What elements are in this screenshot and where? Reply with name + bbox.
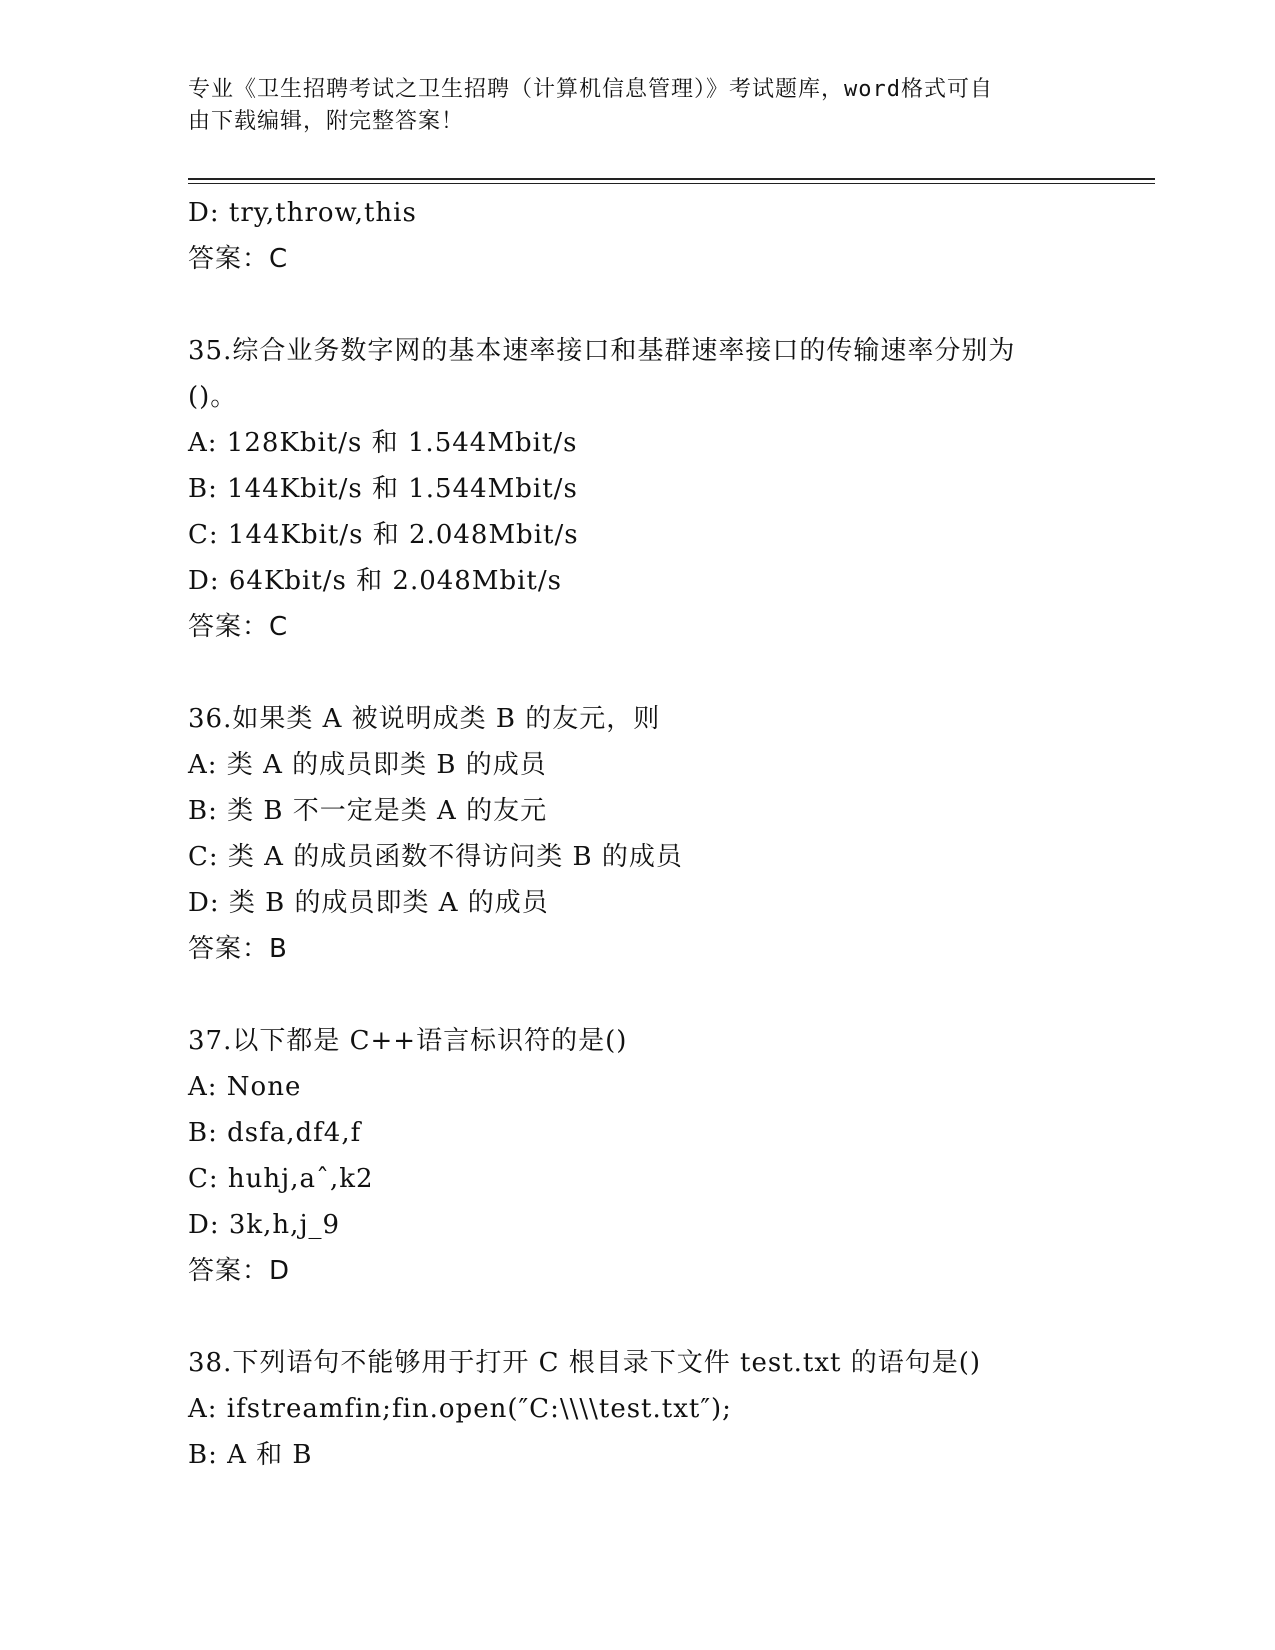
prev-answer: 答案：C bbox=[188, 244, 289, 274]
spacer bbox=[188, 650, 1088, 696]
question-38 bbox=[188, 1340, 1088, 1478]
option-b: B: 类 B 不一定是类 A 的友元 bbox=[188, 796, 548, 826]
header-line-1: 专业《卫生招聘考试之卫生招聘（计算机信息管理）》考试题库，word格式可自 bbox=[188, 77, 993, 102]
option-b: B: dsfa,df4,f bbox=[188, 1118, 362, 1148]
answer: 答案：D bbox=[188, 1256, 291, 1286]
option-c: C: 类 A 的成员函数不得访问类 B 的成员 bbox=[188, 842, 683, 872]
question-36 bbox=[188, 696, 1088, 972]
option-a: A: 类 A 的成员即类 B 的成员 bbox=[188, 750, 547, 780]
question-37 bbox=[188, 1018, 1088, 1294]
option-c: C: 144Kbit/s 和 2.048Mbit/s bbox=[188, 520, 579, 550]
option-d: D: 3k,h,j_9 bbox=[188, 1210, 341, 1240]
spacer bbox=[188, 972, 1088, 1018]
document-header bbox=[188, 74, 1088, 138]
spacer bbox=[188, 282, 1088, 328]
question-stem: 36.如果类 A 被说明成类 B 的友元，则 bbox=[188, 704, 661, 734]
spacer bbox=[188, 1294, 1088, 1340]
option-b: B: A 和 B bbox=[188, 1440, 313, 1470]
question-stem: 35.综合业务数字网的基本速率接口和基群速率接口的传输速率分别为 bbox=[188, 336, 1016, 366]
option-b: B: 144Kbit/s 和 1.544Mbit/s bbox=[188, 474, 578, 504]
prev-option-d: D: try,throw,this bbox=[188, 198, 417, 228]
header-line-2: 由下载编辑，附完整答案！ bbox=[188, 109, 465, 134]
question-stem: 38.下列语句不能够用于打开 C 根目录下文件 test.txt 的语句是() bbox=[188, 1348, 982, 1378]
option-c: C: huhj,aˆ,k2 bbox=[188, 1164, 374, 1194]
option-d: D: 类 B 的成员即类 A 的成员 bbox=[188, 888, 549, 918]
answer: 答案：C bbox=[188, 612, 289, 642]
question-list bbox=[188, 190, 1088, 1478]
question-35 bbox=[188, 328, 1088, 650]
question-stem: 37.以下都是 C++语言标识符的是() bbox=[188, 1026, 628, 1056]
option-a: A: 128Kbit/s 和 1.544Mbit/s bbox=[188, 428, 578, 458]
option-d: D: 64Kbit/s 和 2.048Mbit/s bbox=[188, 566, 562, 596]
question-stem-cont: ()。 bbox=[188, 382, 238, 412]
option-a: A: None bbox=[188, 1072, 302, 1102]
header-divider-thick bbox=[188, 178, 1155, 180]
option-a: A: ifstreamfin;fin.open(″C:\\\\test.txt″); bbox=[188, 1394, 732, 1424]
answer: 答案：B bbox=[188, 934, 288, 964]
header-divider-thin bbox=[188, 183, 1155, 184]
